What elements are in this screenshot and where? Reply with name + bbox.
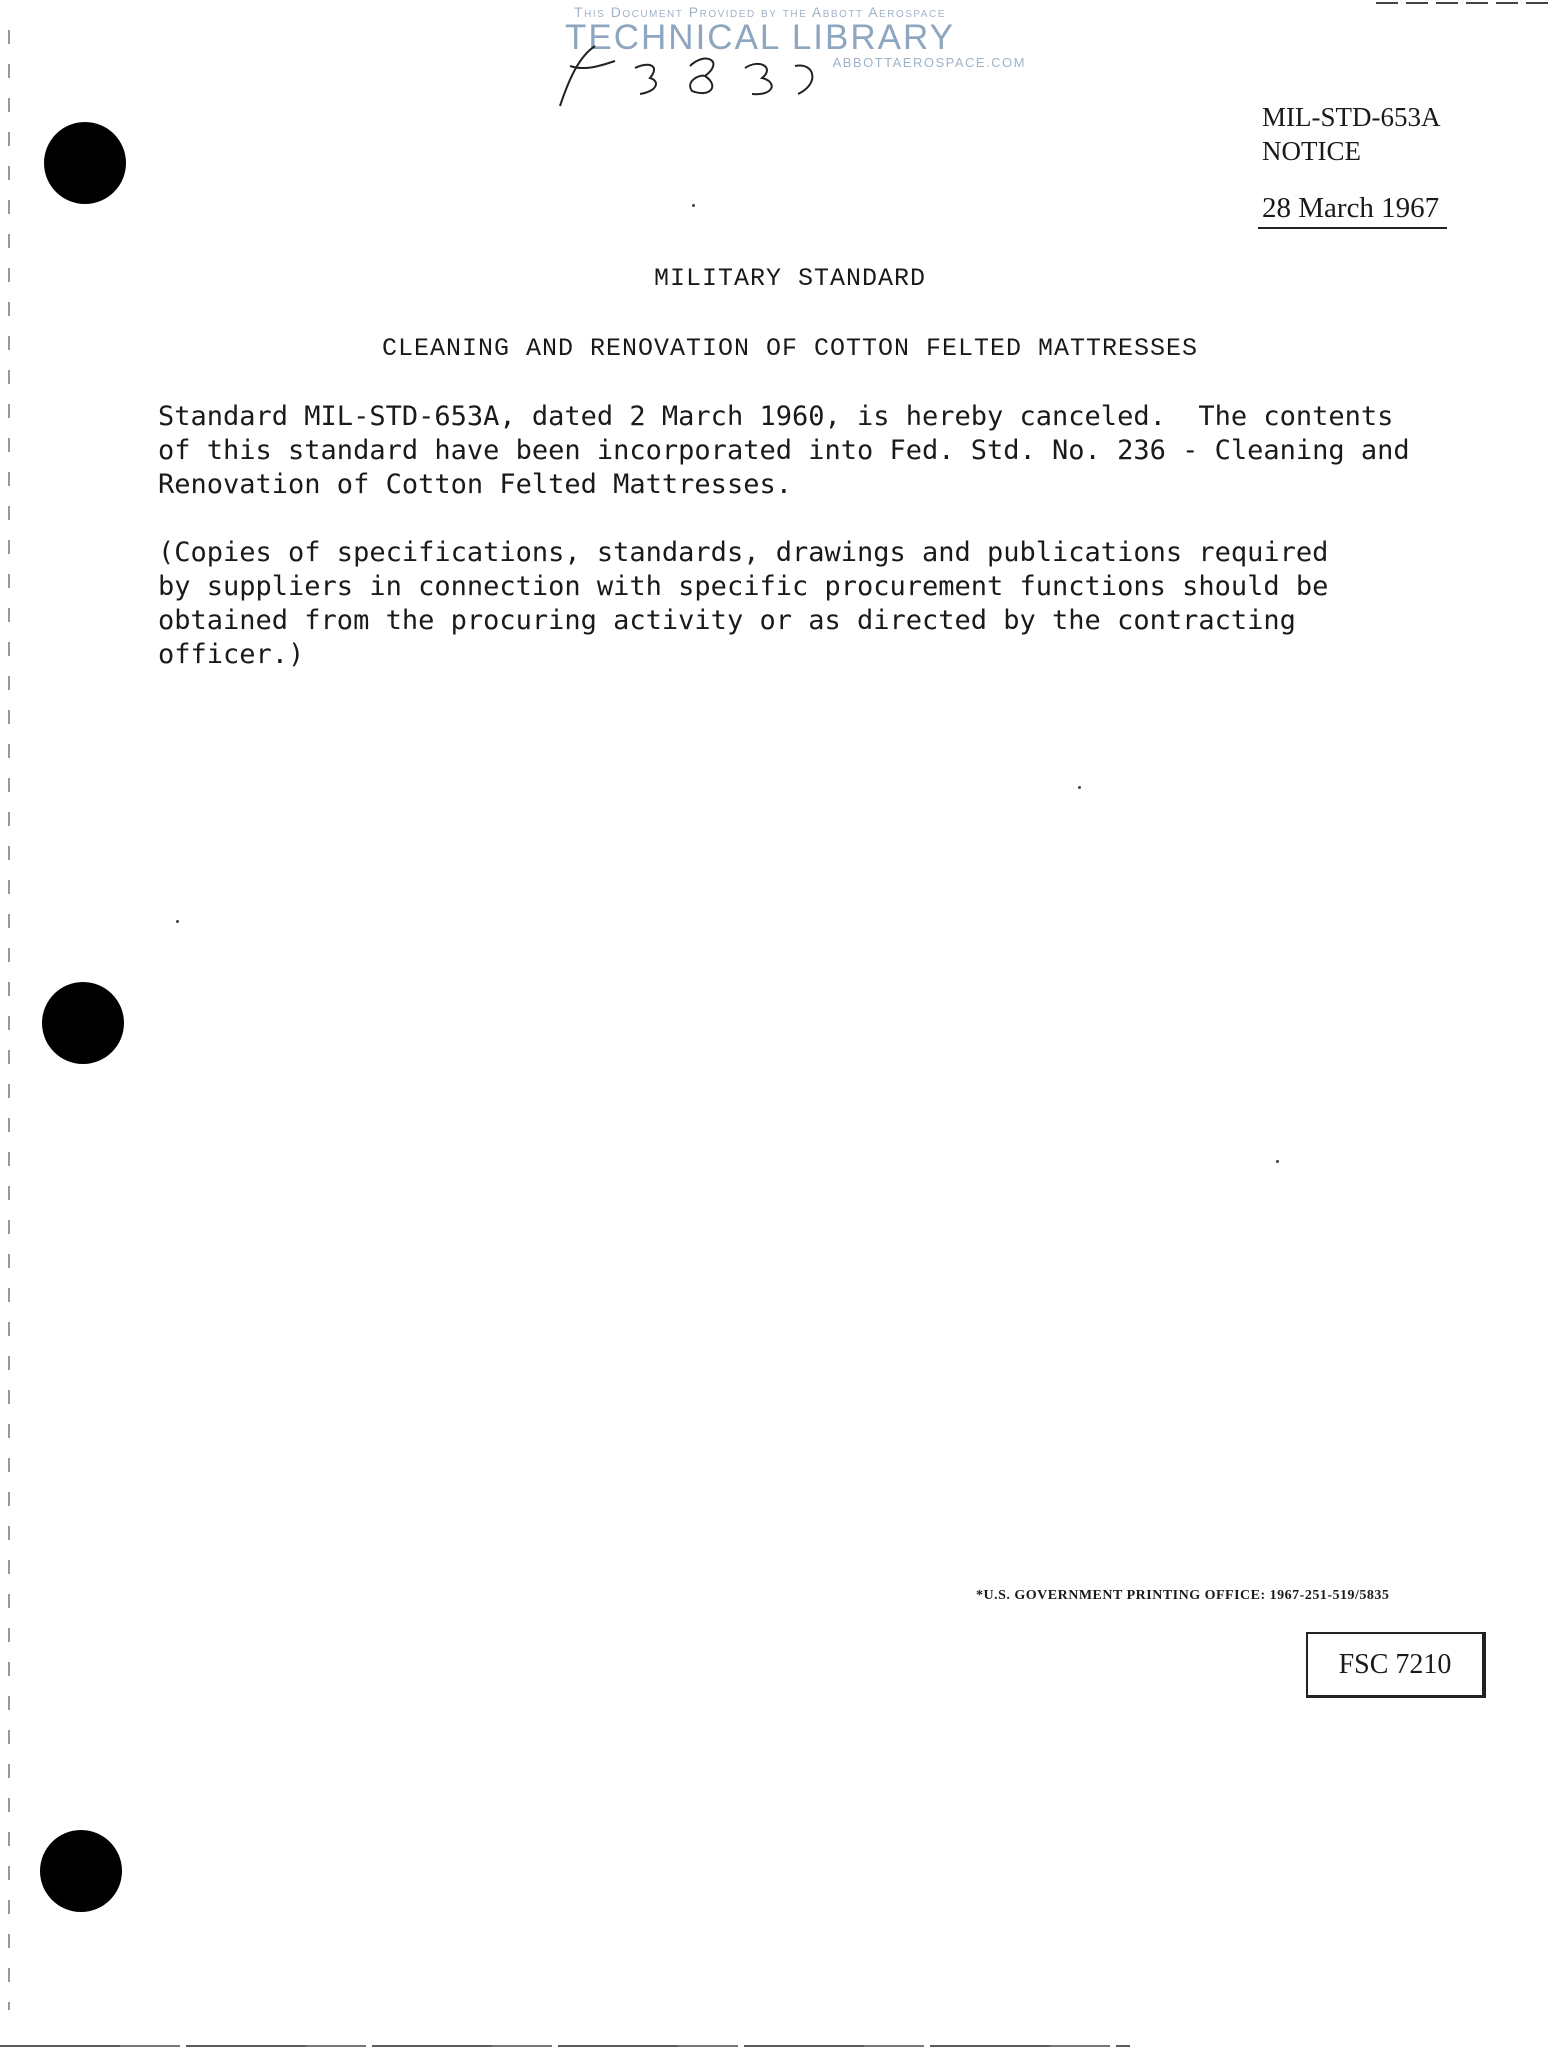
watermark-title: TECHNICAL LIBRARY: [565, 18, 955, 57]
bottom-edge-line: [0, 2045, 1130, 2047]
punch-hole-middle: [42, 982, 124, 1064]
top-edge-dashes: [1376, 2, 1556, 4]
scan-speck: [1078, 786, 1081, 789]
document-date: 28 March 1967: [1258, 192, 1447, 229]
left-margin-tick-marks: [8, 30, 10, 2010]
scan-speck: [692, 204, 695, 207]
handwritten-annotation: [540, 36, 860, 116]
watermark-provider-line: This Document Provided by the Abbott Aerospace: [574, 4, 946, 20]
fsc-code-box: FSC 7210: [1306, 1632, 1486, 1698]
body-paragraph-cancellation: Standard MIL-STD-653A, dated 2 March 1960, is hereby canceled. The contents of this standard have been incorporated into Fed. Std. No. 236 - Cleaning and Renovation of Cotton Felted Mattresses.: [158, 401, 1410, 500]
printing-office-imprint: *U.S. GOVERNMENT PRINTING OFFICE: 1967-251-519/5835: [976, 1588, 1390, 1603]
page-subtitle: CLEANING AND RENOVATION OF COTTON FELTED MATTRESSES: [381, 334, 1199, 363]
page-title: MILITARY STANDARD: [653, 264, 927, 293]
document-identifier: [1262, 100, 1440, 168]
scan-speck: [1276, 1160, 1279, 1163]
watermark-url: ABBOTTAEROSPACE.COM: [832, 55, 1026, 70]
punch-hole-top: [44, 122, 126, 204]
doc-number: MIL-STD-653A: [1262, 102, 1441, 132]
scan-speck: [176, 920, 179, 923]
doc-type: NOTICE: [1262, 136, 1361, 166]
punch-hole-bottom: [40, 1830, 122, 1912]
body-paragraph-copies: (Copies of specifications, standards, drawings and publications required by suppliers in connection with specific procurement functions should be obtained from the procuring activity or as directed by the contracting officer.): [158, 537, 1329, 670]
